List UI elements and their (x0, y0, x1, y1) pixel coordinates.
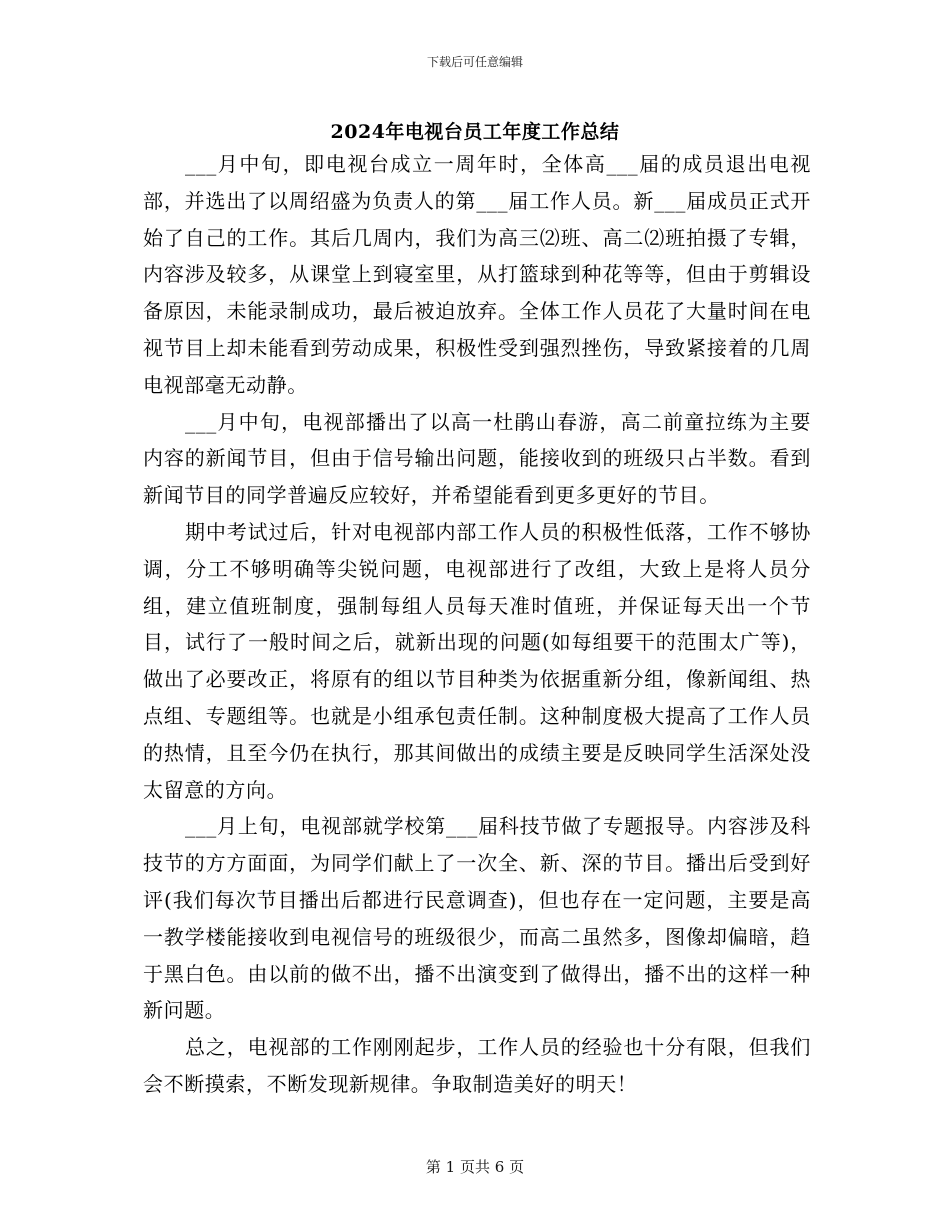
paragraph: ___月中旬，电视部播出了以高一杜鹃山春游，高二前童拉练为主要内容的新闻节目，但由于信号输出问题，能接收到的班级只占半数。看到新闻节目的同学普遍反应较好，并希望能看到更多更好的节目。 (143, 409, 811, 508)
page-indicator: 第 1 页共 6 页 (425, 1158, 525, 1176)
header-note: 下载后可任意编辑 (426, 55, 523, 69)
paragraph: ___月上旬，电视部就学校第___届科技节做了专题报导。内容涉及科技节的方方面面，为同学们献上了一次全、新、深的节目。播出后受到好评(我们每次节目播出后都进行民意调查)，但也存在一定问题，主要是高一教学楼能接收到电视信号的班级很少，而高二虽然多，图像却偏暗，趋于黑白色。由以前的做不出，播不出演变到了做得出，播不出的这样一种新问题。 (143, 814, 811, 1023)
document-body (143, 146, 811, 1103)
paragraph: ___月中旬，即电视台成立一周年时，全体高___届的成员退出电视部，并选出了以周绍盛为负责人的第___届工作人员。新___届成员正式开始了自己的工作。其后几周内，我们为高三⑵班、高二⑵班拍摄了专辑，内容涉及较多，从课堂上到寝室里，从打篮球到种花等等，但由于剪辑设备原因，未能录制成功，最后被迫放弃。全体工作人员花了大量时间在电视节目上却未能看到劳动成果，积极性受到强烈挫伤，导致紧接着的几周电视部毫无动静。 (143, 152, 811, 397)
document-title: 2024年电视台员工年度工作总结 (330, 121, 620, 143)
paragraph: 期中考试过后，针对电视部内部工作人员的积极性低落，工作不够协调，分工不够明确等尖锐问题，电视部进行了改组，大致上是将人员分组，建立值班制度，强制每组人员每天准时值班，并保证每天出一个节目，试行了一般时间之后，就新出现的问题(如每组要干的范围太广等)，做出了必要改正，将原有的组以节目种类为依据重新分组，像新闻组、热点组、专题组等。也就是小组承包责任制。这种制度极大提高了工作人员的热情，且至今仍在执行，那其间做出的成绩主要是反映同学生活深处没太留意的方向。 (143, 519, 811, 802)
paragraph: 总之，电视部的工作刚刚起步，工作人员的经验也十分有限，但我们会不断摸索，不断发现新规律。争取制造美好的明天！ (143, 1035, 811, 1096)
